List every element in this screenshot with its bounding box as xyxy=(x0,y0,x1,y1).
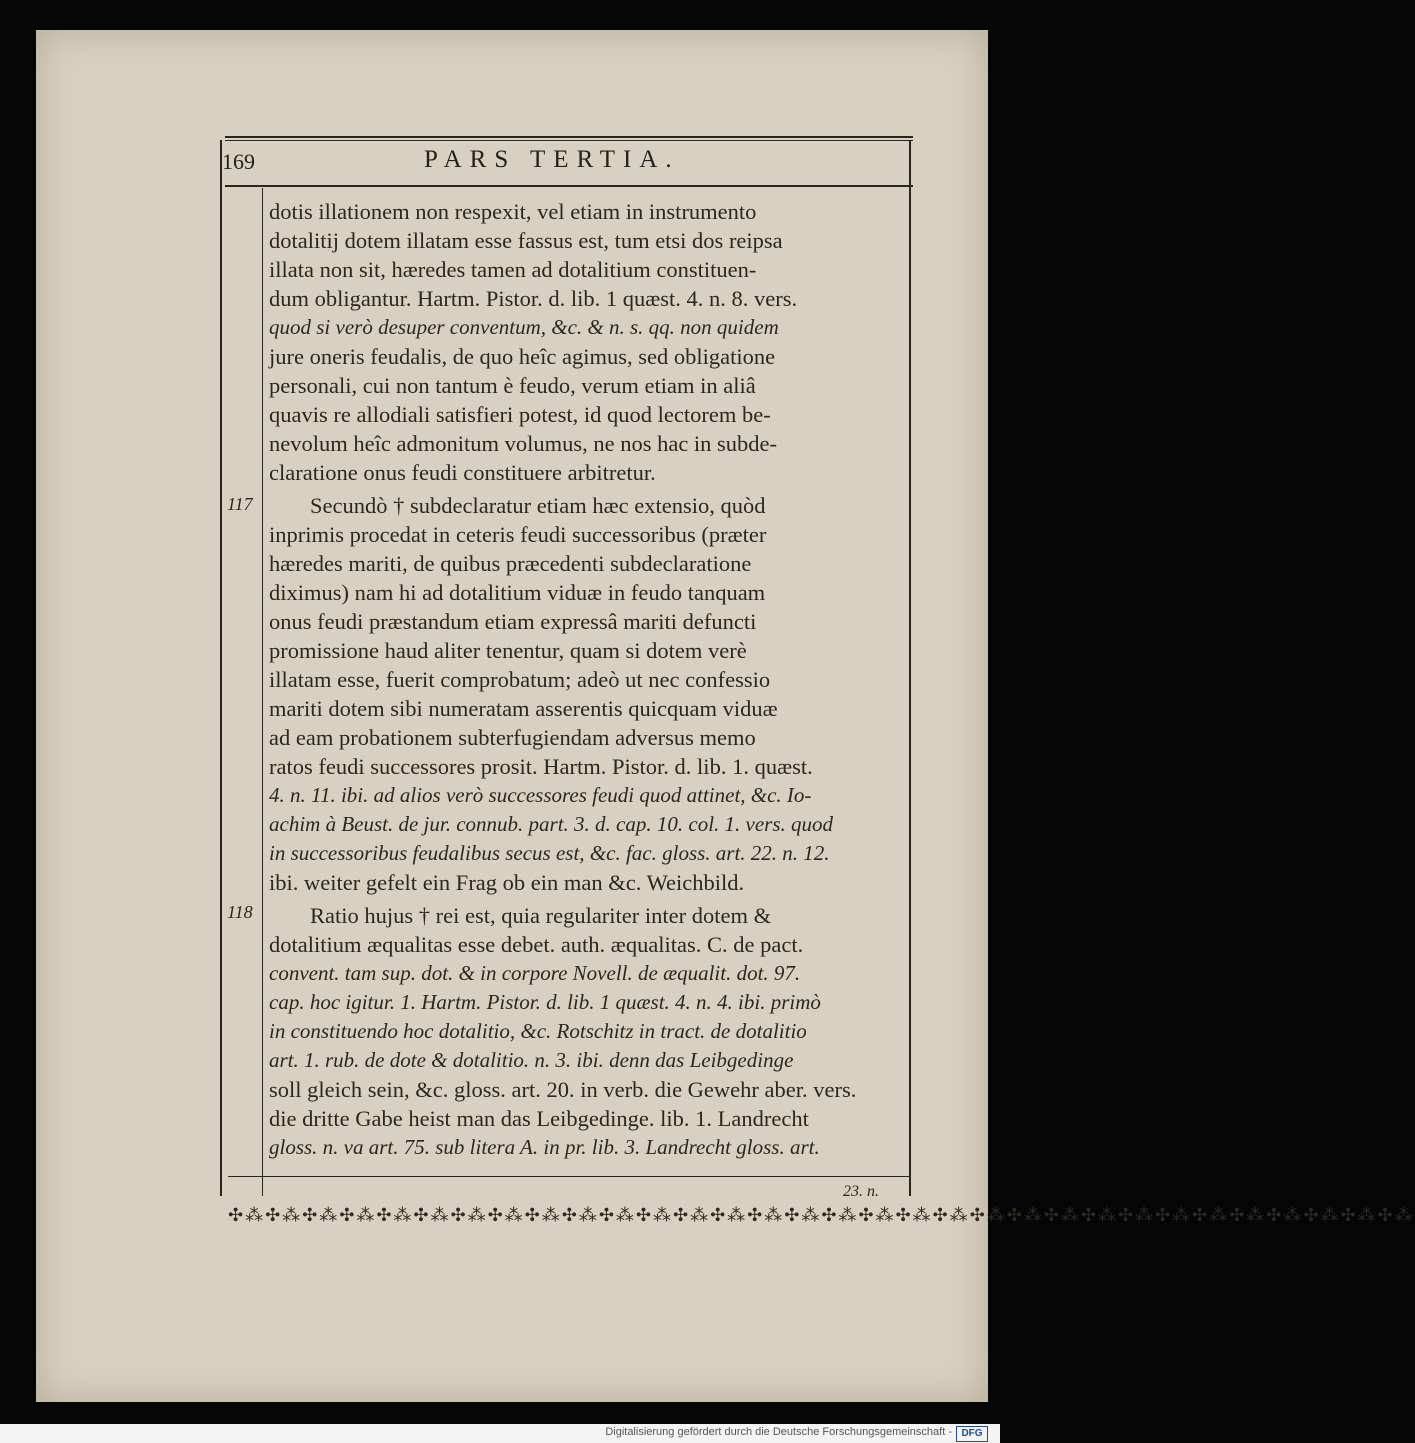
text-line: dum obligantur. Hartm. Pistor. d. lib. 1 quæst. 4. n. 8. vers. xyxy=(269,286,798,311)
catchword: 23. n. xyxy=(843,1183,879,1200)
text-line: ibi. weiter gefelt ein Frag ob ein man &c. Weichbild. xyxy=(269,870,745,895)
text-line: achim à Beust. de jur. connub. part. 3. d. cap. 10. col. 1. vers. quod xyxy=(269,812,834,836)
text-line: dotis illationem non respexit, vel etiam in instrumento xyxy=(269,199,757,224)
header-rule xyxy=(225,185,913,187)
text-line: jure oneris feudalis, de quo heîc agimus, sed obligatione xyxy=(269,344,776,369)
text-line: Ratio hujus † rei est, quia regulariter inter dotem & xyxy=(310,903,772,928)
page-number: 169 xyxy=(222,149,255,174)
text-line: nevolum heîc admonitum volumus, ne nos hac in subde- xyxy=(269,431,778,456)
marginal-number-117: 117 xyxy=(227,494,253,514)
text-line: quod si verò desuper conventum, &c. & n. s. qq. non quidem xyxy=(269,315,779,339)
text-line: illata non sit, hæredes tamen ad dotalitium constituen- xyxy=(269,257,757,282)
left-frame-rule xyxy=(220,140,222,1196)
text-line: gloss. n. va art. 75. sub litera A. in pr. lib. 3. Landrecht gloss. art. xyxy=(269,1135,820,1159)
text-line: dotalitium æqualitas esse debet. auth. æqualitas. C. de pact. xyxy=(269,932,804,957)
text-line: die dritte Gabe heist man das Leibgedinge. lib. 1. Landrecht xyxy=(269,1106,809,1131)
text-line: hæredes mariti, de quibus præcedenti subdeclaratione xyxy=(269,551,752,576)
text-line: in successoribus feudalibus secus est, &c. fac. gloss. art. 22. n. 12. xyxy=(269,841,830,865)
text-line: dotalitij dotem illatam esse fassus est, tum etsi dos reipsa xyxy=(269,228,783,253)
right-frame-rule xyxy=(909,140,911,1196)
text-line: illatam esse, fuerit comprobatum; adeò ut nec confessio xyxy=(269,667,771,692)
text-line: diximus) nam hi ad dotalitium viduæ in feudo tanquam xyxy=(269,580,766,605)
text-line: quavis re allodiali satisfieri potest, id quod lectorem be- xyxy=(269,402,771,427)
text-line: onus feudi præstandum etiam expressâ mariti defuncti xyxy=(269,609,757,634)
running-title: PARS TERTIA. xyxy=(424,146,680,173)
footer-credit: Digitalisierung gefördert durch die Deutsche Forschungsgemeinschaft - xyxy=(605,1426,952,1438)
text-line: Secundò † subdeclaratur etiam hæc extensio, quòd xyxy=(310,493,766,518)
text-line: mariti dotem sibi numeratam asserentis quicquam viduæ xyxy=(269,696,778,721)
digitization-footer xyxy=(0,1424,1000,1443)
text-line: convent. tam sup. dot. & in corpore Novell. de æqualit. dot. 97. xyxy=(269,961,801,985)
bottom-text-rule xyxy=(228,1176,911,1177)
text-line: in constituendo hoc dotalitio, &c. Rotschitz in tract. de dotalitio xyxy=(269,1019,807,1043)
text-line: ratos feudi successores prosit. Hartm. Pistor. d. lib. 1. quæst. xyxy=(269,754,813,779)
text-line: claratione onus feudi constituere arbitretur. xyxy=(269,460,656,485)
text-line: soll gleich sein, &c. gloss. art. 20. in verb. die Gewehr aber. vers. xyxy=(269,1077,857,1102)
text-line: 4. n. 11. ibi. ad alios verò successores feudi quod attinet, &c. Io- xyxy=(269,783,812,807)
marginal-column-rule xyxy=(262,188,263,1196)
marginal-number-118: 118 xyxy=(227,902,253,922)
text-line: art. 1. rub. de dote & dotalitio. n. 3. ibi. denn das Leibgedinge xyxy=(269,1048,794,1072)
text-line: cap. hoc igitur. 1. Hartm. Pistor. d. lib. 1 quæst. 4. n. 4. ibi. primò xyxy=(269,990,821,1014)
dfg-logo-icon: DFG xyxy=(956,1426,988,1442)
top-rule-outer xyxy=(225,136,913,138)
text-line: ad eam probationem subterfugiendam adversus memo xyxy=(269,725,756,750)
ornamental-border: ✣⁂✣⁂✣⁂✣⁂✣⁂✣⁂✣⁂✣⁂✣⁂✣⁂✣⁂✣⁂✣⁂✣⁂✣⁂✣⁂✣⁂✣⁂✣⁂✣⁂✣⁂✣⁂✣⁂✣⁂✣⁂✣⁂✣⁂✣⁂✣⁂✣⁂✣⁂✣⁂ xyxy=(228,1205,1415,1226)
text-line: inprimis procedat in ceteris feudi successoribus (præter xyxy=(269,522,767,547)
text-line: personali, cui non tantum è feudo, verum etiam in aliâ xyxy=(269,373,756,398)
top-rule-inner xyxy=(225,140,913,141)
text-line: promissione haud aliter tenentur, quam si dotem verè xyxy=(269,638,747,663)
